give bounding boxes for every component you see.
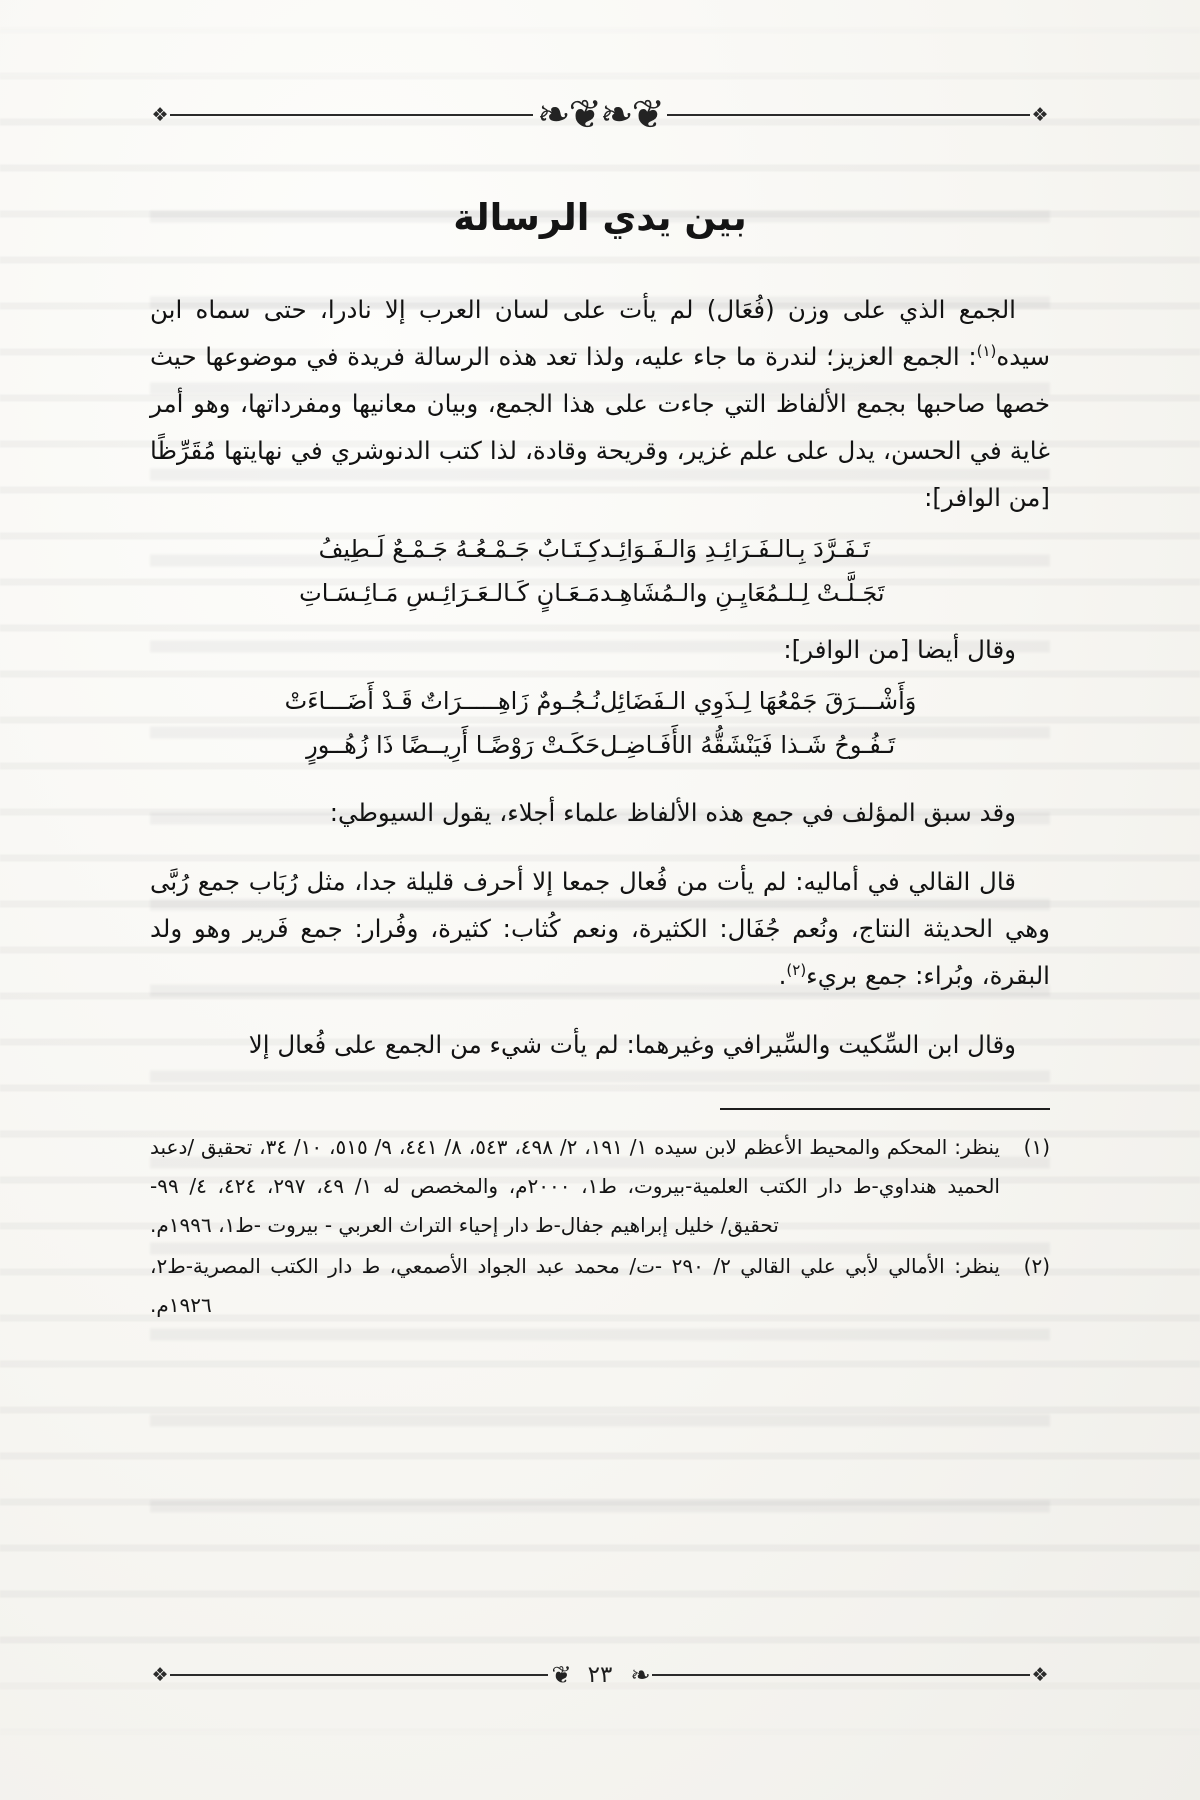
footnote-text: ينظر: الأمالي لأبي علي القالي ٢/ ٢٩٠ -ت/ محمد عبد الجواد الأصمعي، ط دار الكتب المصرية-ط٢، ١٩٢٦م. [150, 1254, 1000, 1317]
rule-end-right-icon: ❖ [151, 104, 169, 126]
poem-one-line-1 [150, 527, 1050, 571]
quote-qali-part2: . [778, 961, 787, 990]
footer-rule-line-right [170, 1674, 548, 1676]
poem-two-line-2-second-hemistich: تَـفُـوحُ شَـذا فَيَنْشَقُّهُ الأَفَـاضِـل [600, 731, 896, 759]
poem-one-line-2 [150, 571, 1050, 615]
poem-one-line-2-first-hemistich: مَـعَـانٍ كَـالـعَـرَائِـسِ مَـائِـسَـاتِ [299, 579, 600, 607]
footer-rule-line-left [652, 1674, 1030, 1676]
paragraph-quote-qali [150, 858, 1050, 999]
poem-two-line-2 [150, 723, 1050, 767]
poem-one-line-1-second-hemistich: تَـفَـرَّدَ بِـالـفَـرَائِـدِ وَالـفَـوَائِـد [600, 535, 870, 563]
footer-rule-end-left-icon: ❖ [1031, 1664, 1049, 1686]
footer-ornament-left-icon: ❧ [630, 1661, 649, 1689]
poem-two-line-1-first-hemistich: نُـجُـومٌ زَاهِـــــرَاتٌ قَـدْ أَضَـــاءَتْ [284, 687, 600, 715]
rule-line-left [667, 114, 1030, 116]
rule-line-right [170, 114, 533, 116]
footer-rule-end-right-icon: ❖ [151, 1664, 169, 1686]
page-content [150, 0, 1050, 1800]
paragraph-intro-part2: : الجمع العزيز؛ لندرة ما جاء عليه، ولذا تعد هذه الرسالة فريدة في موضوعها حيث خصها صاحبها بجمع الألفاظ التي جاءت على هذا الجمع، وبيان معانيها ومفرداتها، وهو أمر غاية في الحسن، يدل على علم غزير، وقريحة وقادة، لذا كتب الدنوشري في نهايتها مُقَرِّظًا [من الوافر]: [150, 342, 1050, 512]
footnote-ref-1[interactable]: (١) [976, 341, 997, 360]
paragraph-precedents: وقد سبق المؤلف في جمع هذه الألفاظ علماء أجلاء، يقول السيوطي: [329, 798, 1016, 827]
footnote-item [150, 1247, 1050, 1325]
body-text [150, 286, 1050, 1068]
paragraph-intro [150, 286, 1050, 521]
footer-ornament-rule [150, 1655, 1050, 1695]
footnote-text: ينظر: المحكم والمحيط الأعظم لابن سيده ١/ ١٩١، ٢/ ٤٩٨، ٥٤٣، ٨/ ٤٤١، ٩/ ٥١٥، ١٠/ ٣٤، تحقيق /دعبد الحميد هنداوي-ط دار الكتب العلمية-بيروت، ط١، ٢٠٠٠م، والمخصص له ١/ ٤٩، ٢٩٧، ٤٢٤، ٤/ ٩٩- تحقيق/ خليل إبراهيم جفال-ط دار إحياء التراث العربي - بيروت -ط١، ١٩٩٦م. [150, 1135, 1000, 1237]
footnote-item [150, 1128, 1050, 1245]
footnote-separator [720, 1108, 1050, 1110]
ornament-flourish-icon: ❦❧❦❧ [536, 92, 664, 138]
footnote-number: (٢) [1023, 1254, 1050, 1278]
chapter-title: بين يدي الرسالة [453, 196, 747, 239]
footnote-list [150, 1128, 1050, 1327]
page-number: ٢٣ [587, 1662, 613, 1688]
rule-end-left-icon: ❖ [1031, 104, 1049, 126]
poem-one-line-2-second-hemistich: تَجَـلَّـتْ لِـلـمُعَايِـنِ والـمُشَاهِـد [600, 579, 885, 607]
header-ornament-rule [150, 92, 1050, 138]
poem-one-line-1-first-hemistich: كِـتَـابٌ جَـمْـعُـهُ جَـمْـعٌ لَـطِيفُ [318, 535, 600, 563]
poem-two-line-1-second-hemistich: وَأَشْـــرَقَ جَمْعُهَا لِـذَوِي الـفَضَائِل [600, 687, 917, 715]
paragraph-ibn-sikkit: وقال ابن السِّكيت والسِّيرافي وغيرهما: لم يأت شيء من الجمع على فُعال إلا [248, 1030, 1016, 1059]
footnote-number: (١) [1023, 1135, 1050, 1159]
footer-ornament-right-icon: ❦ [551, 1661, 570, 1689]
poem-two-line-1 [150, 679, 1050, 723]
said-also-line: وقال أيضا [من الوافر]: [783, 635, 1016, 664]
poem-two [150, 679, 1050, 767]
poem-two-line-2-first-hemistich: حَكَـتْ رَوْضًـا أَرِيــضًا ذَا زُهُــورٍ [306, 731, 600, 759]
paragraph-intro-part1: الجمع الذي على وزن (فُعَال) لم يأت على لسان العرب إلا نادرا، حتى سماه ابن سيده [150, 295, 1050, 371]
footnote-ref-2[interactable]: (٢) [786, 960, 807, 979]
quote-qali-part1: قال القالي في أماليه: لم يأت من فُعال جمعا إلا أحرف قليلة جدا، مثل رُبَاب جمع رُبَّى وهي الحديثة النتاج، ونُعم جُفَال: الكثيرة، ونعم كُثاب: كثيرة، وفُرار: جمع فَرير وهو ولد البقرة، وبُراء: جمع بريء [150, 867, 1050, 990]
poem-one [150, 527, 1050, 615]
